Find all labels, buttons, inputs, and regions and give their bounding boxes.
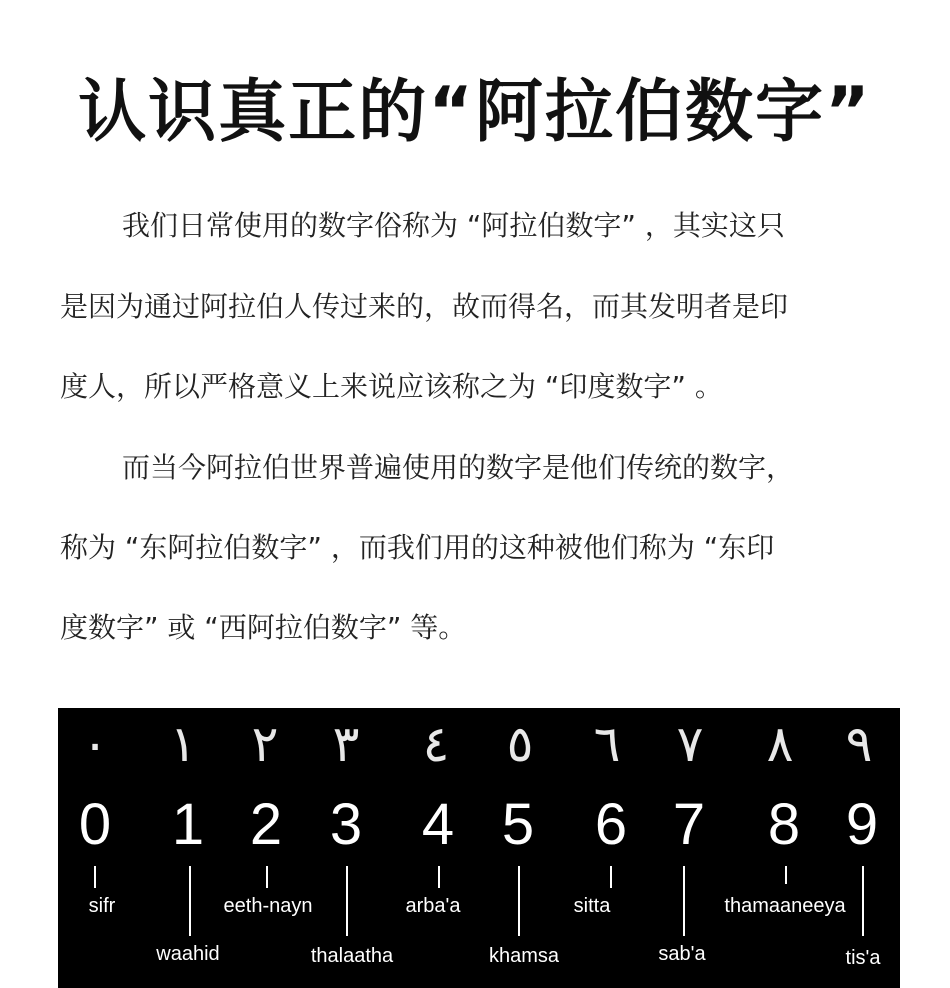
- eastern-arabic-digit-2: ٢: [251, 715, 279, 773]
- arabic-digits-figure: [58, 708, 900, 988]
- connector-tick-2: [266, 866, 268, 888]
- digit-name-1: waahid: [156, 943, 220, 965]
- digit-name-4: arba'a: [405, 895, 461, 917]
- paragraph-2-line-1: 而当今阿拉伯世界普遍使用的数字是他们传统的数字，: [122, 451, 795, 484]
- connector-tick-0: [94, 866, 96, 888]
- connector-tick-4: [438, 866, 440, 888]
- digit-name-0: sifr: [88, 895, 116, 917]
- eastern-arabic-digit-9: ٩: [845, 715, 873, 773]
- connector-tick-7: [683, 866, 685, 936]
- connector-tick-6: [610, 866, 612, 888]
- connector-tick-9: [862, 866, 864, 936]
- western-digit-1: 1: [171, 792, 205, 857]
- digit-name-2: eeth-nayn: [223, 895, 313, 917]
- connector-tick-5: [518, 866, 520, 936]
- western-digit-4: 4: [421, 792, 455, 857]
- eastern-arabic-digit-6: ٦: [593, 715, 621, 773]
- digit-name-7: sab'a: [658, 943, 706, 965]
- eastern-arabic-digit-5: ٥: [506, 715, 534, 773]
- eastern-arabic-digit-1: ١: [169, 715, 197, 773]
- paragraph-1-line-3: 度人，所以严格意义上来说应该称之为 “印度数字” 。: [60, 370, 723, 403]
- eastern-arabic-digit-8: ٨: [766, 715, 794, 773]
- digit-name-6: sitta: [573, 895, 611, 917]
- connector-tick-1: [189, 866, 191, 936]
- eastern-arabic-digit-4: ٤: [422, 715, 450, 773]
- page-title: 认识真正的“阿拉伯数字”: [78, 73, 872, 152]
- eastern-arabic-digit-0: ٠: [81, 715, 109, 773]
- digit-name-8: thamaaneeya: [724, 895, 846, 917]
- western-digit-5: 5: [501, 792, 535, 857]
- connector-tick-8: [785, 866, 787, 884]
- western-digit-3: 3: [329, 792, 363, 857]
- western-digit-6: 6: [594, 792, 628, 857]
- paragraph-1-line-1: 我们日常使用的数字俗称为 “阿拉伯数字” ，其实这只: [122, 209, 785, 242]
- western-digit-0: 0: [78, 792, 112, 857]
- paragraph-2-line-2: 称为 “东阿拉伯数字” ，而我们用的这种被他们称为 “东印: [60, 531, 775, 564]
- western-digit-2: 2: [249, 792, 283, 857]
- connector-tick-3: [346, 866, 348, 936]
- paragraph-1-line-2: 是因为通过阿拉伯人传过来的，故而得名，而其发明者是印: [60, 290, 789, 323]
- western-digit-7: 7: [672, 792, 706, 857]
- paragraph-2-line-3: 度数字” 或 “西阿拉伯数字” 等。: [60, 611, 467, 644]
- digit-name-3: thalaatha: [310, 945, 394, 967]
- digit-name-5: khamsa: [488, 945, 560, 967]
- eastern-arabic-digit-7: ٧: [676, 715, 704, 773]
- digit-name-9: tis'a: [845, 947, 881, 969]
- eastern-arabic-digit-3: ٣: [332, 715, 360, 773]
- western-digit-9: 9: [845, 792, 879, 857]
- western-digit-8: 8: [767, 792, 801, 857]
